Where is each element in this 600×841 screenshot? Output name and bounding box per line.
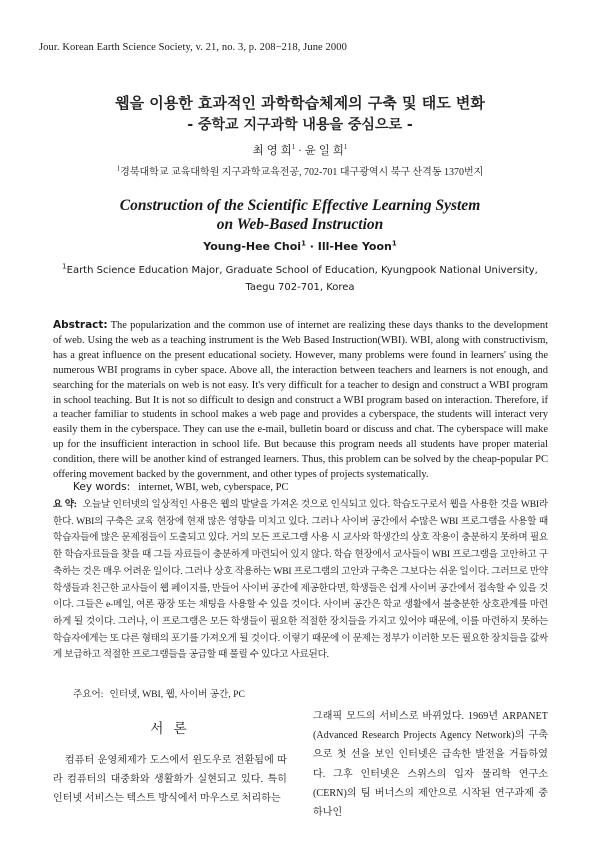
author-1-en-sup: 1: [301, 239, 306, 248]
section-heading-introduction: 서 론: [150, 721, 190, 737]
subtitle-korean: - 중학교 지구과학 내용을 중심으로 -: [187, 117, 413, 133]
authors-korean: [0, 142, 600, 158]
title-english: [0, 196, 600, 234]
affiliation-en-line-2: Taegu 702-701, Korea: [245, 282, 355, 293]
keywords-korean: [73, 686, 245, 700]
keywords-ko-text: 인터넷, WBI, 웹, 사이버 공간, PC: [109, 689, 245, 700]
author-separator-en: ·: [305, 240, 318, 253]
intro-paragraph-left: 컴퓨터 운영체제가 도스에서 윈도우로 전환됨에 따라 컴퓨터의 대중화와 생활화가 실현되고 있다. 특히 인터넷 서비스는 텍스트 방식에서 마우스로 처리하는: [53, 755, 287, 805]
authors-english: [0, 240, 600, 253]
keywords-english: [73, 481, 288, 493]
abstract-korean: [53, 497, 548, 664]
affiliation-ko-text: 경북대학교 교육대학원 지구과학교육전공, 702-701 대구광역시 북구 산격동 1370번지: [120, 167, 484, 178]
title-english-line-2: on Web-Based Instruction: [216, 216, 384, 233]
abstract-english: [53, 318, 548, 483]
author-separator-ko: ·: [295, 145, 305, 157]
author-1-ko-sup: 1: [291, 143, 296, 152]
title-english-line-1: Construction of the Scientific Effective Learning System: [119, 197, 481, 214]
body-column-right: [313, 707, 548, 822]
author-2-en: Ill-Hee Yoon: [317, 240, 392, 253]
affiliation-english: [60, 262, 540, 296]
keywords-ko-label: 주요어:: [73, 689, 104, 700]
abstract-label: Abstract:: [53, 319, 108, 331]
keywords-text: internet, WBI, web, cyberspace, PC: [138, 482, 289, 493]
abstract-text: The popularization and the common use of internet are realizing these days thanks to the development of web. Using the web as a teaching instrument is the Web Based Instruction(WBI). WBI, along with constructivism, has a great influence on the present educational society. However, many problems were found in learners' using the numerous WBI programs in cyber space. Above all, the interaction between teachers and learners is not enough, and searching for the materials on web is not easy. It's very difficult for a teacher to design and construct a WBI program in school teaching. But It is not so difficult to design and construct a WBI program based on interaction. Therefore, if a teacher familiar to students in school makes a web page and provides a cyberspace, the students will interact very easily them in the cyberspace. They can use the e-mail, bulletin board or discuss and chat. The cyberspace will make up for the insufficient interaction in school life. But because this program needs all students have proper material condition, there will be another kind of estranged learners. Thus, this problem can be solved by the cheap-popular PC offering movement backed by the government, and other types of projects systematically.: [53, 320, 548, 481]
title-korean: 웹을 이용한 효과적인 과학학습체제의 구축 및 태도 변화: [115, 94, 485, 112]
affiliation-en-sup: 1: [62, 262, 67, 271]
journal-citation: Jour. Korean Earth Science Society, v. 21, no. 3, p. 208−218, June 2000: [39, 42, 347, 53]
abstract-ko-label: 요 약:: [53, 499, 77, 510]
keywords-label: Key words:: [73, 481, 131, 493]
affiliation-korean: [0, 163, 600, 178]
author-2-ko: 윤 일 희: [304, 145, 344, 157]
author-1-en: Young-Hee Choi: [203, 240, 302, 253]
affiliation-en-line-1: $^1$Earth Science Education Major, Graduate School of Education, Kyungpook National University,: [62, 262, 538, 276]
author-1-ko: 최 영 희: [252, 145, 292, 157]
affiliation-ko-sup: 1: [116, 164, 121, 173]
body-column-left: [53, 707, 287, 809]
intro-paragraph-right: 그래픽 모드의 서비스로 바뀌었다. 1969년 ARPANET (Advanced Research Projects Agency Network)의 구축으로 첫 선을 보인 인터넷은 급속한 발전을 거듭하였다. 그후 인터넷은 스위스의 입자 물리학 연구소(CERN)의 팀 버너스의 제안으로 시작된 연구과제 중 하나인: [313, 711, 548, 819]
author-2-en-sup: 1: [391, 239, 397, 248]
abstract-ko-text: 오늘날 인터넷의 일상적인 사용은 웹의 발달을 가져온 것으로 인식되고 있다. 학습도구로서 웹을 사용한 것을 WBI라 한다. WBI의 구축은 교육 현장에 현재 많은 영향을 미치고 있다. 그러나 사이버 공간에서 수많은 WBI 프로그램을 사용할 때 학습자들에 많은 문제점들이 도출되고 있다. 거의 모든 프로그램 사용 시 교사와 학생간의 상호 작용이 충분하지 못하며 필요한 학습자료들을 찾을 때 그들 자료들이 충분하게 마련되어 있지 않다. 학습 현장에서 교사들이 WBI 프로그램을 고안하고 구축하는 것은 매우 어려운 일이다. 그러나 상호 작용하는 WBI 프로그램의 고안과 구축은 그보다는 쉬운 일이다. 그러므로 만약 학생들과 친근한 교사들이 웹 페이지를, 만들어 사이버 공간에 제공한다면, 학생들은 쉽게 사이버 공간에서 접속할 수 있을 것이다. 그들은 e-메일, 여론 광장 또는 채팅을 사용할 수 있을 것이다. 사이버 공간은 학교 생활에서 불충분한 상호관계를 마련하게 될 것이다. 그러나, 이 프로그램은 모든 학생들이 필요한 적절한 장치들을 가지고 있어야 때문에, 이를 마련하지 못하는 학습자에게는 또 다른 형태의 포기를 가져오게 될 것이다. 이렇기 때문에 이 문제는 정부가 이러한 모든 필요한 장치들을 값싸게 보급하고 적절한 프로그램들을 공급할 때 풀릴 수 있다고 사료된다.: [53, 499, 548, 661]
author-2-ko-sup: 1: [343, 143, 348, 152]
